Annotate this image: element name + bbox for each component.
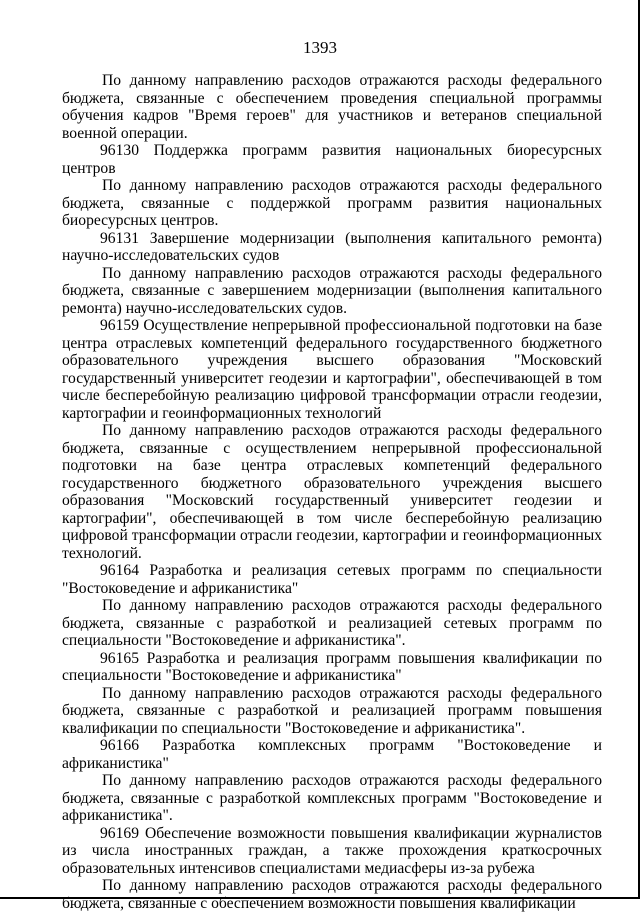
section-heading-96166: 96166 Разработка комплексных программ "Востоковедение и африканистика" — [62, 737, 602, 772]
section-heading-96165: 96165 Разработка и реализация программ повышения квалификации по специальности "Востоковедение и африканистика" — [62, 649, 602, 684]
paragraph-96131-description: По данному направлению расходов отражаются расходы федерального бюджета, связанные с завершением модернизации (выполнения капитального ремонта) научно-исследовательских судов. — [62, 264, 602, 317]
paragraph-96166-description: По данному направлению расходов отражаются расходы федерального бюджета, связанные с разработкой комплексных программ "Востоковедение и африканистика". — [62, 772, 602, 824]
paragraph-96164-description: По данному направлению расходов отражаются расходы федерального бюджета, связанные с разработкой и реализацией сетевых программ по специальности "Востоковедение и африканистика". — [62, 597, 602, 649]
section-heading-96159: 96159 Осуществление непрерывной профессиональной подготовки на базе центра отраслевых компетенций федерального государственного бюджетного образовательного учреждения высшего образования "Московский государственный университет геодезии и картографии", обеспечивающей в том числе бесперебойную реализацию цифровой трансформации отрасли геодезии, картографии и геоинформационных технологий — [62, 317, 602, 422]
section-heading-96169: 96169 Обеспечение возможности повышения квалификации журналистов из числа иностранных граждан, а также прохождения краткосрочных образовательных интенсивов специалистами медиасферы из-за рубежа — [62, 824, 602, 877]
paragraph-96130-description: По данному направлению расходов отражаются расходы федерального бюджета, связанные с поддержкой программ развития национальных биоресурсных центров. — [62, 177, 602, 229]
paragraph-96169-description: По данному направлению расходов отражаются расходы федерального бюджета, связанные с обеспечением возможности повышения квалификации — [62, 877, 602, 912]
paragraph-96159-description: По данному направлению расходов отражаются расходы федерального бюджета, связанные с осуществлением непрерывной профессиональной подготовки на базе центра отраслевых компетенций федерального государственного бюджетного образовательного учреждения высшего образования "Московский государственный университет геодезии и картографии", обеспечивающей в том числе бесперебойную реализацию цифровой трансформации отрасли геодезии, картографии и геоинформационных технологий. — [62, 422, 602, 562]
section-heading-96164: 96164 Разработка и реализация сетевых программ по специальности "Востоковедение и африканистика" — [62, 562, 602, 597]
section-heading-96131: 96131 Завершение модернизации (выполнения капитального ремонта) научно-исследовательских судов — [62, 229, 602, 264]
section-heading-96130: 96130 Поддержка программ развития национальных биоресурсных центров — [62, 142, 602, 177]
document-body — [62, 72, 602, 912]
paragraph-96165-description: По данному направлению расходов отражаются расходы федерального бюджета, связанные с разработкой и реализацией программ повышения квалификации по специальности "Востоковедение и африканистика". — [62, 684, 602, 737]
page-number: 1393 — [303, 38, 337, 57]
paragraph-intro-continuation: По данному направлению расходов отражаются расходы федерального бюджета, связанные с обеспечением проведения специальной программы обучения кадров "Время героев" для участников и ветеранов специальной военной операции. — [62, 72, 602, 142]
